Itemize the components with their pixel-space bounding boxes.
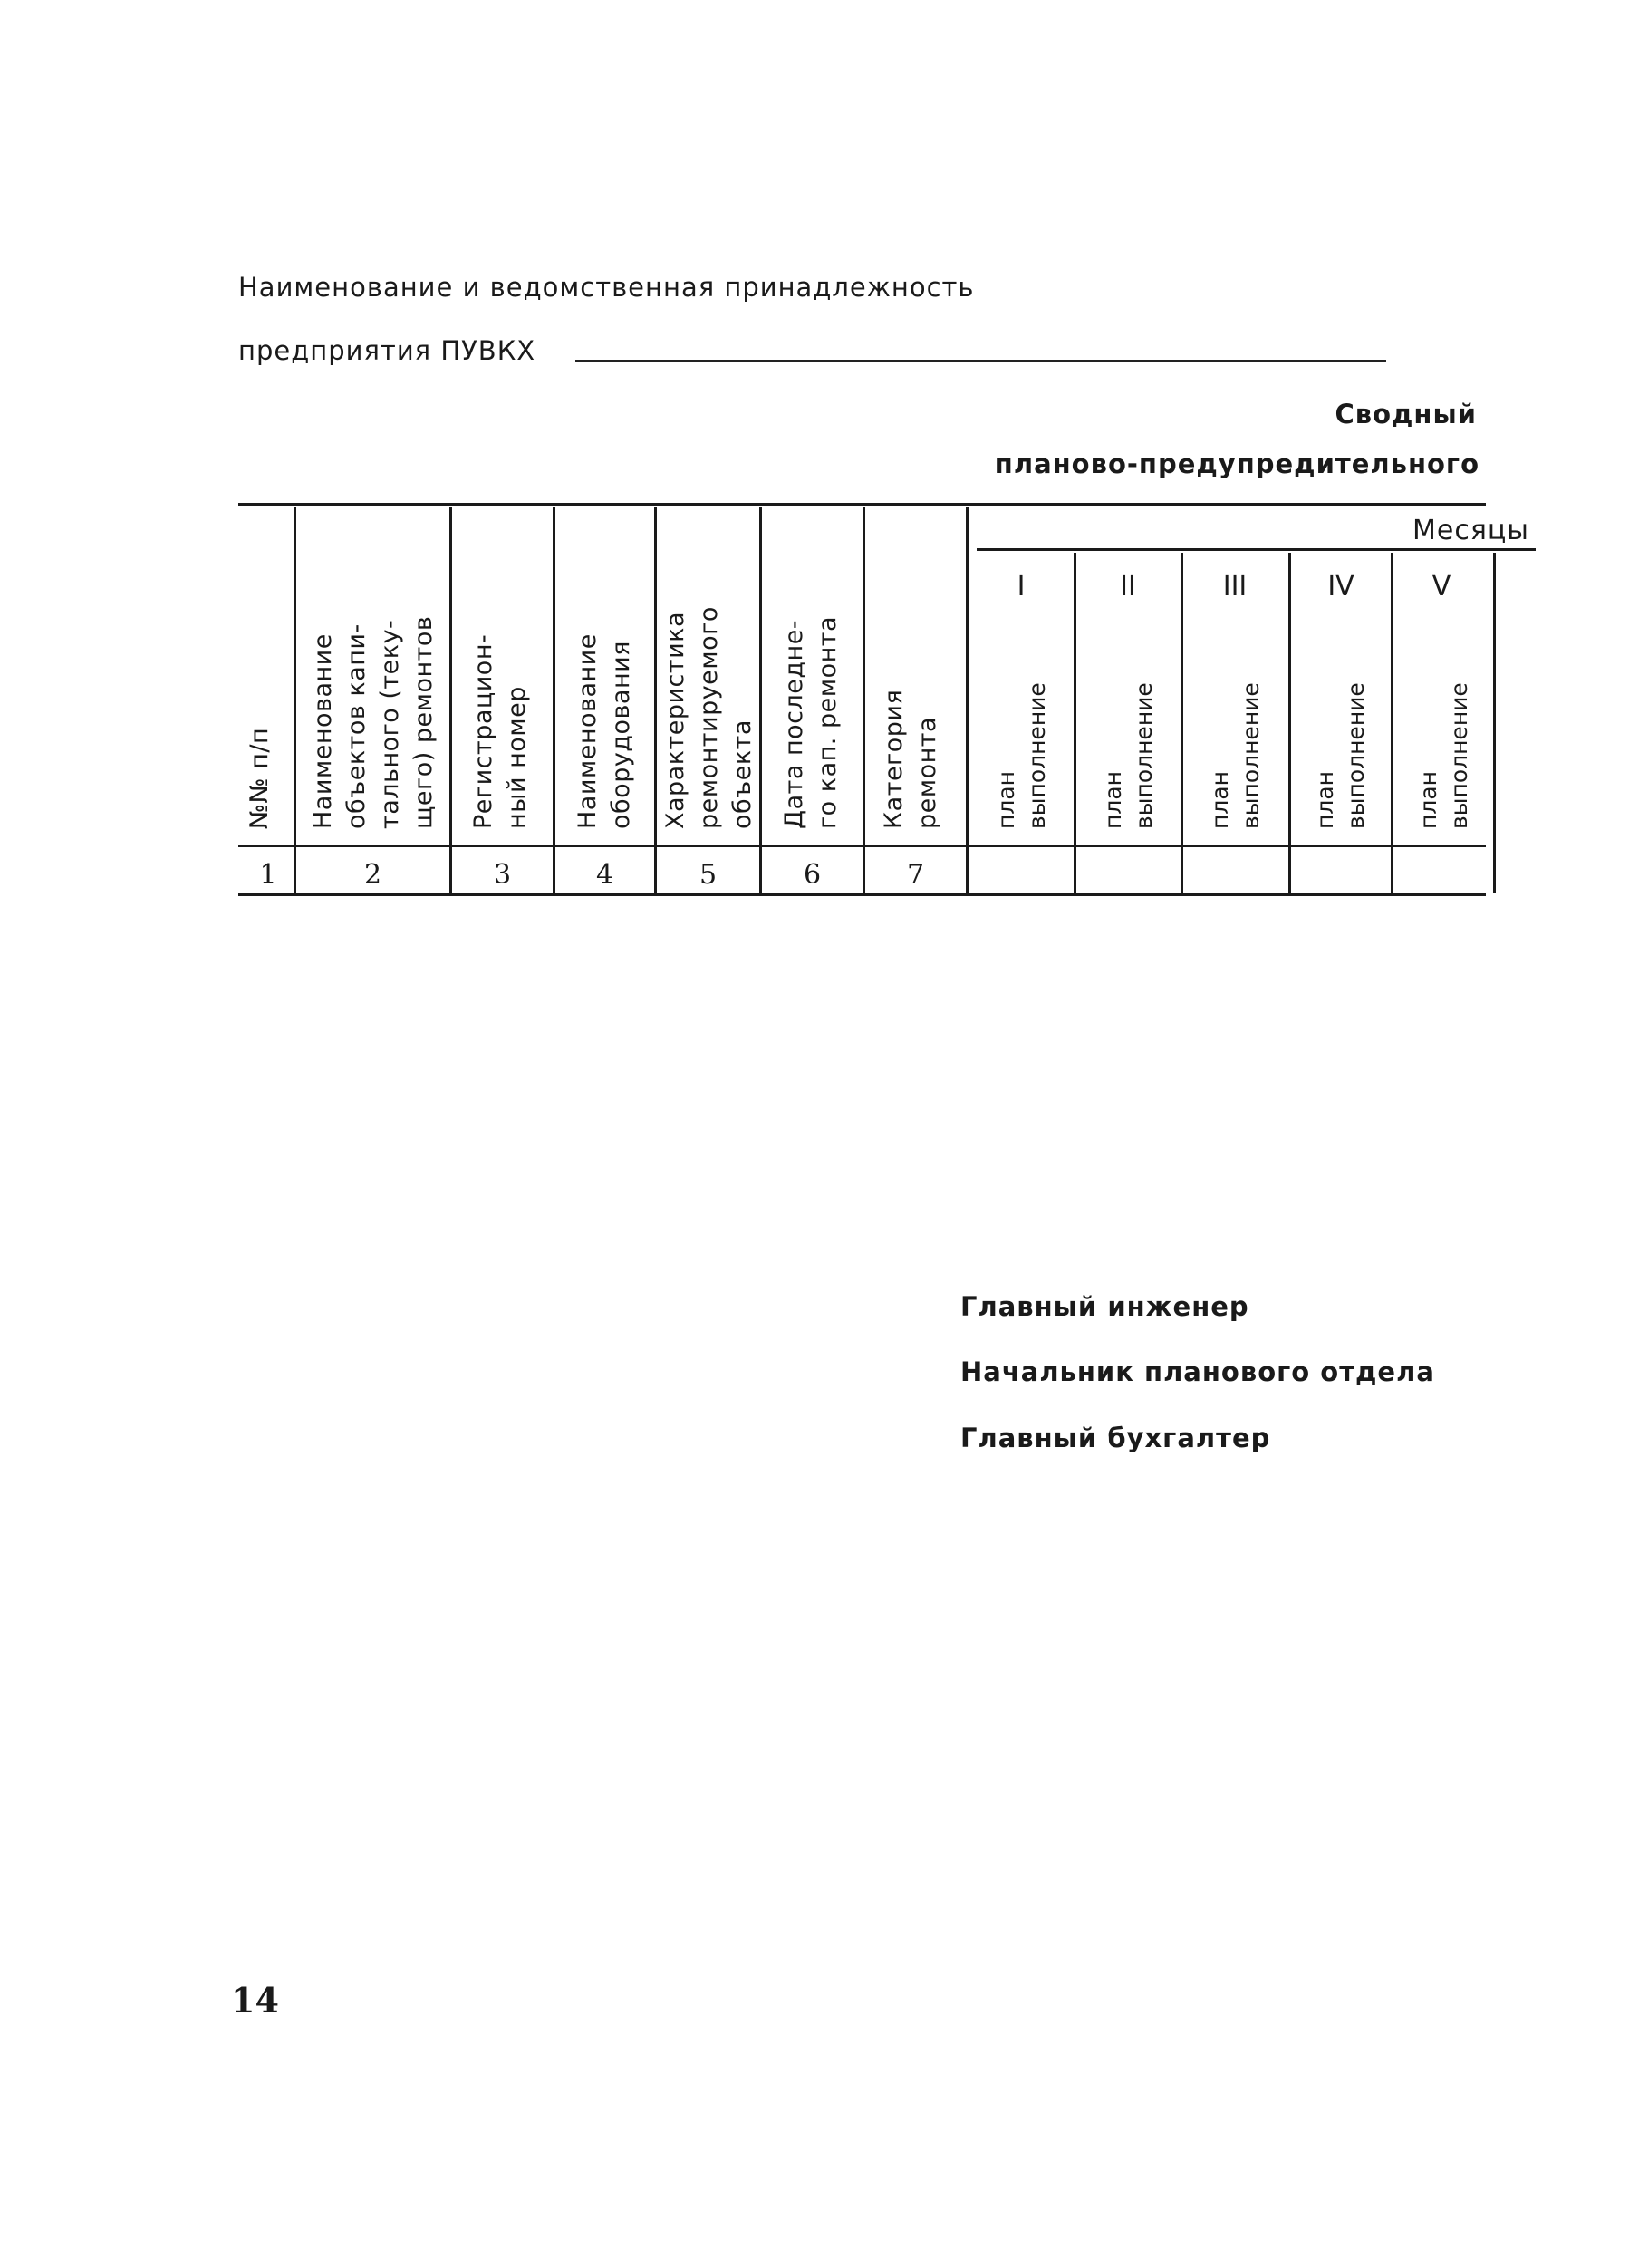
- org-name-label: Наименование и ведомственная принадлежность: [238, 272, 975, 303]
- col-divider: [966, 507, 969, 893]
- col-divider: [654, 507, 657, 893]
- col-number: 7: [906, 859, 925, 891]
- col-number: 5: [699, 859, 718, 891]
- col-header-repair-category: Категория ремонта: [880, 689, 941, 829]
- months-header: Месяцы: [1412, 515, 1529, 546]
- page-number: 14: [231, 1980, 279, 2021]
- month-3-label: III: [1222, 571, 1248, 603]
- month-4-subheader: план выполнение: [1312, 682, 1369, 829]
- enterprise-fill-line[interactable]: [575, 360, 1386, 362]
- month-5-subheader: план выполнение: [1415, 682, 1472, 829]
- col-header-characteristics: Характеристика ремонтируемого объекта: [661, 606, 757, 829]
- month-2-subheader: план выполнение: [1100, 682, 1157, 829]
- month-1-subheader: план выполнение: [993, 682, 1050, 829]
- table-top-rule: [238, 503, 1486, 506]
- col-divider: [449, 507, 452, 893]
- col-header-equipment: Наименование оборудования: [574, 633, 635, 829]
- col-header-reg-number: Регистрацион- ный номер: [469, 633, 531, 829]
- month-5-label: V: [1431, 571, 1451, 603]
- month-divider: [1181, 553, 1183, 893]
- planning-head-label: Начальник планового отдела: [960, 1356, 1435, 1387]
- table-bottom-rule: [238, 893, 1486, 896]
- month-divider: [1493, 553, 1496, 893]
- month-3-subheader: план выполнение: [1207, 682, 1264, 829]
- col-header-objects: Наименование объектов капи- тального (теку- щего) ремонтов: [309, 615, 438, 829]
- month-2-label: II: [1120, 571, 1136, 603]
- col-number: 3: [493, 859, 512, 891]
- col-number: 6: [803, 859, 822, 891]
- col-header-number: №№ п/п: [246, 727, 274, 829]
- chief-engineer-label: Главный инженер: [960, 1291, 1249, 1322]
- col-header-last-repair-date: Дата последне- го кап. ремонта: [780, 615, 842, 829]
- month-divider: [1288, 553, 1291, 893]
- document-title-line2: планово-предупредительного: [994, 449, 1480, 479]
- col-divider: [553, 507, 555, 893]
- month-divider: [1074, 553, 1076, 893]
- col-number: 4: [595, 859, 614, 891]
- month-4-label: IV: [1327, 571, 1354, 603]
- col-number: 1: [259, 859, 277, 891]
- month-1-label: I: [1017, 571, 1026, 603]
- col-divider: [759, 507, 762, 893]
- month-divider: [1391, 553, 1393, 893]
- col-divider: [294, 507, 296, 893]
- enterprise-label: предприятия ПУВКХ: [238, 335, 536, 366]
- col-number: 2: [363, 859, 382, 891]
- col-divider: [863, 507, 865, 893]
- document-title-line1: Сводный: [1335, 399, 1477, 429]
- months-divider-rule: [977, 548, 1536, 551]
- chief-accountant-label: Главный бухгалтер: [960, 1423, 1271, 1453]
